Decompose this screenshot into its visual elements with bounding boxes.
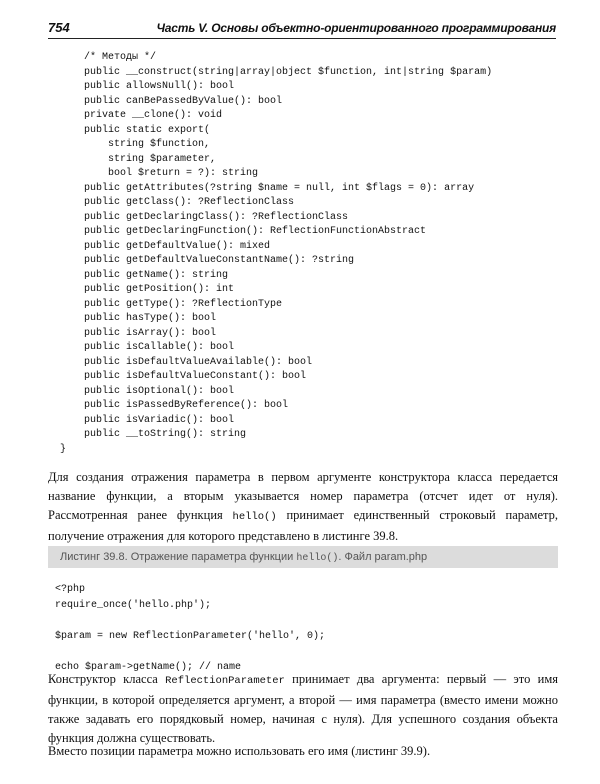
code-line: public getAttributes(?string $name = null, int $flags = 0): array: [60, 182, 475, 194]
code-line: public isOptional(): bool: [60, 385, 235, 397]
inline-code: hello(): [296, 553, 339, 564]
code-line: [55, 644, 325, 660]
code-line: public getClass(): ?ReflectionClass: [60, 197, 295, 208]
paragraph-text: Вместо позиции параметра можно использовать его имя (листинг 39.9).: [48, 744, 431, 758]
code-line: echo $param->getName(); // name: [55, 661, 242, 673]
code-line: public getType(): ?ReflectionType: [60, 298, 283, 310]
paragraph-text: принимает единственный строковый параметр, получение отражения для которого представлено в листинге 39.8.: [48, 508, 558, 543]
code-line: public getName(): string: [60, 269, 229, 281]
paragraph-parameter-by-name: [48, 742, 558, 761]
code-line: public isVariadic(): bool: [60, 414, 235, 426]
listing-caption-text: . Файл param.php: [338, 551, 428, 563]
code-line: /* Методы */: [60, 52, 157, 63]
code-line: $param = new ReflectionParameter('hello', 0);: [55, 630, 326, 642]
inline-code: ReflectionParameter: [165, 675, 285, 687]
code-line: string $function,: [60, 139, 211, 150]
listing-caption-text: Листинг 39.8. Отражение параметра функции: [60, 551, 297, 563]
code-line: public __construct(string|array|object $function, int|string $param): [60, 66, 493, 78]
code-line: [55, 613, 325, 629]
code-line: public getDefaultValue(): mixed: [60, 240, 271, 252]
code-line: public isDefaultValueAvailable(): bool: [60, 356, 313, 368]
code-line: public isCallable(): bool: [60, 342, 235, 353]
paragraph-text: принимает два аргумента: первый — это имя функции, в которой определяется аргумент, а второй — имя параметра (вместо имени можно также задавать его порядковый номер, начиная с нуля). Для успешного создания объекта функция должна существовать.: [48, 672, 558, 745]
paragraph-constructor-description: [48, 670, 558, 748]
code-line: <?php: [55, 584, 86, 595]
page-header: [48, 20, 556, 39]
code-line: public allowsNull(): bool: [60, 81, 235, 92]
code-line: public getPosition(): int: [60, 284, 235, 295]
listing-caption: [48, 546, 558, 568]
code-line: public canBePassedByValue(): bool: [60, 95, 283, 107]
code-line: }: [60, 443, 67, 455]
paragraph-text: Для создания отражения параметра в первом аргументе конструктора класса передается название функции, а вторым указывается номер параметра (отсчет идет от нуля). Рассмотренная ранее функция: [48, 470, 558, 522]
code-line: public isPassedByReference(): bool: [60, 400, 289, 411]
code-line: public isDefaultValueConstant(): bool: [60, 371, 307, 382]
code-block-listing-39-8: [55, 582, 325, 675]
code-line: public getDeclaringFunction(): ReflectionFunctionAbstract: [60, 226, 427, 237]
paragraph-parameter-reflection: [48, 468, 558, 546]
code-line: public getDefaultValueConstantName(): ?string: [60, 255, 355, 266]
code-line: public getDeclaringClass(): ?ReflectionClass: [60, 211, 349, 223]
code-line: string $parameter,: [60, 153, 217, 165]
code-line: require_once('hello.php');: [55, 599, 212, 611]
running-title: Часть V. Основы объектно-ориентированного программирования: [156, 21, 556, 35]
code-line: public isArray(): bool: [60, 327, 217, 339]
code-line: public __toString(): string: [60, 429, 247, 440]
code-block-reflection-parameter-methods: [60, 51, 492, 457]
inline-code: hello(): [232, 511, 277, 523]
code-line: private __clone(): void: [60, 110, 223, 121]
code-line: bool $return = ?): string: [60, 168, 259, 179]
paragraph-text: Конструктор класса: [48, 672, 166, 686]
page-number: 754: [48, 20, 70, 35]
code-line: public static export(: [60, 124, 211, 136]
code-line: public hasType(): bool: [60, 313, 217, 324]
